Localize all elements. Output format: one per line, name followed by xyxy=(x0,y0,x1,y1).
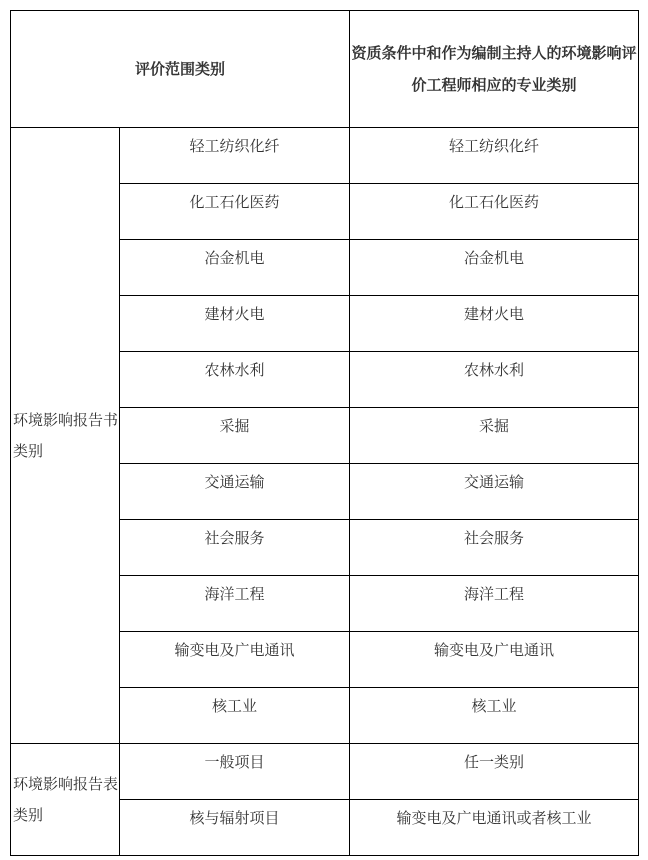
table-row xyxy=(11,744,639,800)
scope-cell: 社会服务 xyxy=(120,520,350,576)
qualification-cell: 冶金机电 xyxy=(350,240,639,296)
header-scope-category: 评价范围类别 xyxy=(11,11,350,128)
qualification-table xyxy=(10,10,639,856)
qualification-cell: 农林水利 xyxy=(350,352,639,408)
qualification-cell: 化工石化医药 xyxy=(350,184,639,240)
scope-cell: 采掘 xyxy=(120,408,350,464)
qualification-cell: 海洋工程 xyxy=(350,576,639,632)
qualification-cell: 交通运输 xyxy=(350,464,639,520)
scope-cell: 农林水利 xyxy=(120,352,350,408)
scope-cell: 核与辐射项目 xyxy=(120,800,350,856)
group-label-report-book: 环境影响报告书类别 xyxy=(11,128,120,744)
qualification-cell: 任一类别 xyxy=(350,744,639,800)
scope-cell: 核工业 xyxy=(120,688,350,744)
qualification-cell: 采掘 xyxy=(350,408,639,464)
qualification-cell: 轻工纺织化纤 xyxy=(350,128,639,184)
qualification-cell: 建材火电 xyxy=(350,296,639,352)
qualification-cell: 输变电及广电通讯或者核工业 xyxy=(350,800,639,856)
qualification-cell: 核工业 xyxy=(350,688,639,744)
scope-cell: 交通运输 xyxy=(120,464,350,520)
header-row xyxy=(11,11,639,128)
table-row xyxy=(11,128,639,184)
scope-cell: 轻工纺织化纤 xyxy=(120,128,350,184)
scope-cell: 海洋工程 xyxy=(120,576,350,632)
scope-cell: 建材火电 xyxy=(120,296,350,352)
qualification-cell: 输变电及广电通讯 xyxy=(350,632,639,688)
scope-cell: 一般项目 xyxy=(120,744,350,800)
scope-cell: 化工石化医药 xyxy=(120,184,350,240)
scope-cell: 冶金机电 xyxy=(120,240,350,296)
qualification-cell: 社会服务 xyxy=(350,520,639,576)
header-qualification: 资质条件中和作为编制主持人的环境影响评价工程师相应的专业类别 xyxy=(350,11,639,128)
scope-cell: 输变电及广电通讯 xyxy=(120,632,350,688)
group-label-report-form: 环境影响报告表类别 xyxy=(11,744,120,856)
